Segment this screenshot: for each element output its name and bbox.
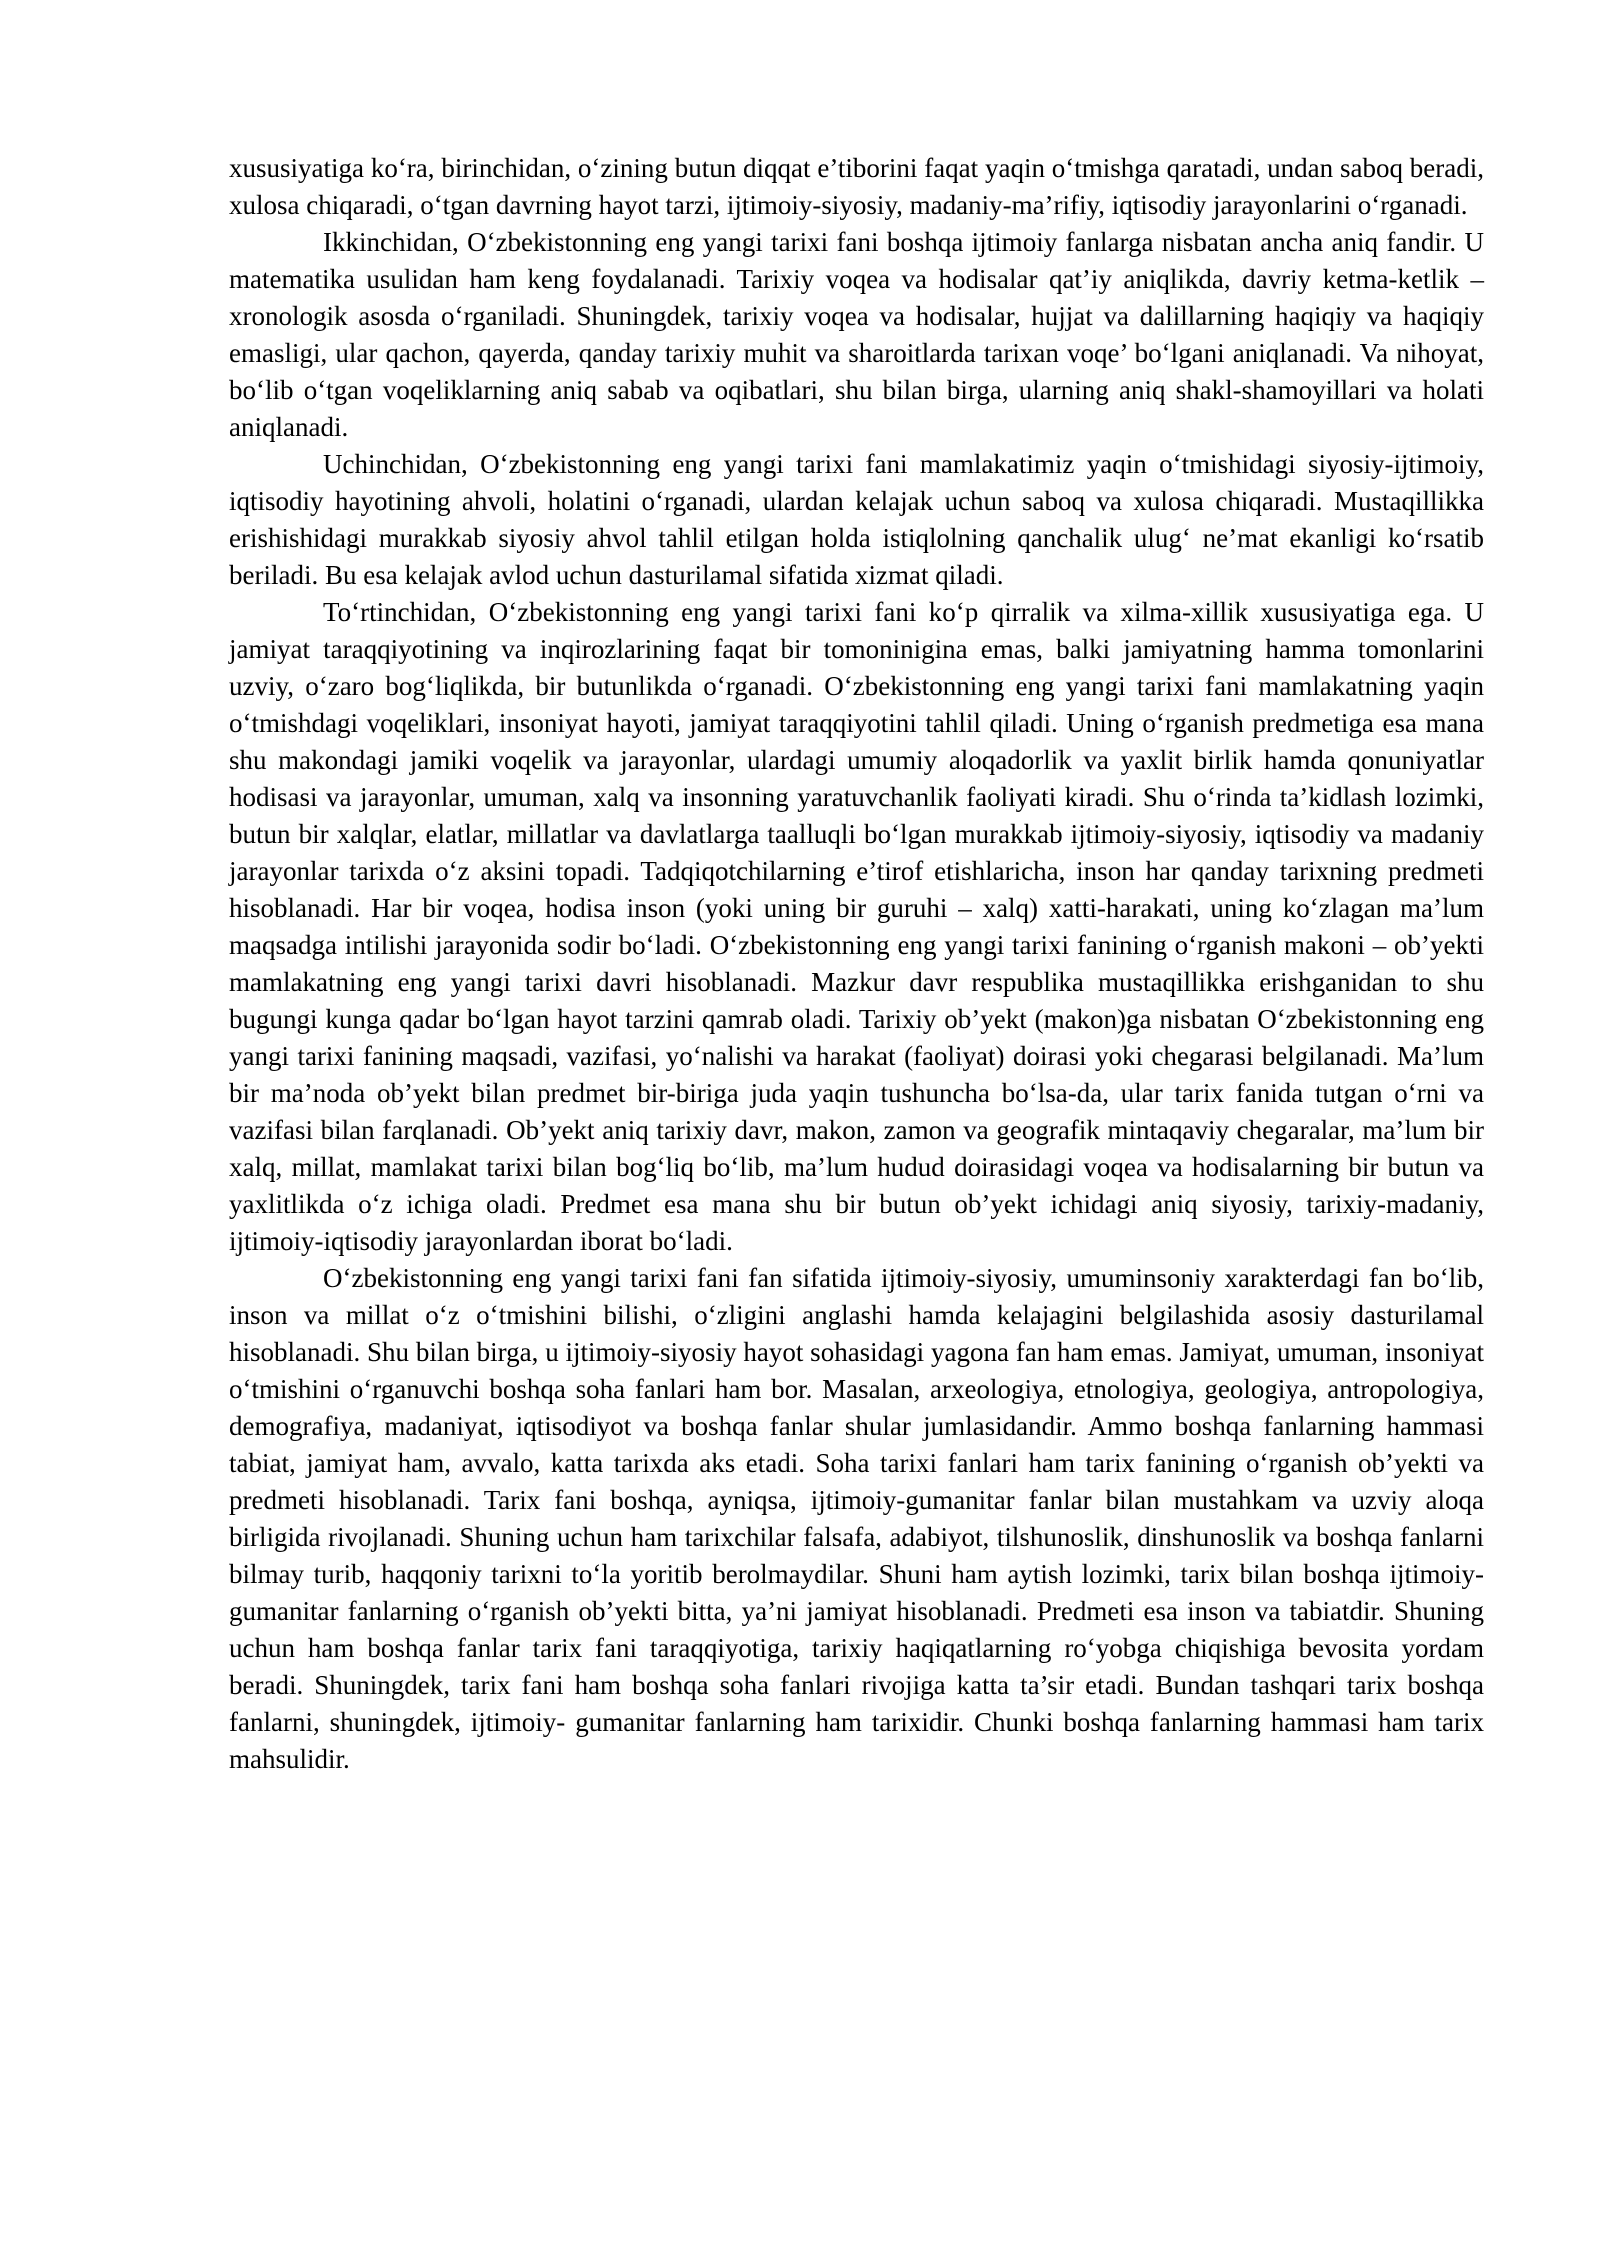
- document-page: [229, 150, 1484, 1778]
- paragraph-continuation: xususiyatiga ko‘ra, birinchidan, o‘zining butun diqqat e’tiborini faqat yaqin o‘tmishga qaratadi, undan saboq beradi, xulosa chiqaradi, o‘tgan davrning hayot tarzi, ijtimoiy-siyosiy, madaniy-ma’rifiy, iqtisodiy jarayonlarini o‘rganadi.: [229, 153, 1484, 220]
- paragraph-fan-sifatida: O‘zbekistonning eng yangi tarixi fani fan sifatida ijtimoiy-siyosiy, umuminsoniy xarakterdagi fan bo‘lib, inson va millat o‘z o‘tmishini bilishi, o‘zligini anglashi hamda kelajagini belgilashida asosiy dasturilamal hisoblanadi. Shu bilan birga, u ijtimoiy-siyosiy hayot sohasidagi yagona fan ham emas. Jamiyat, umuman, insoniyat o‘tmishini o‘rganuvchi boshqa soha fanlari ham bor. Masalan, arxeologiya, etnologiya, geologiya, antropologiya, demografiya, madaniyat, iqtisodiyot va boshqa fanlar shular jumlasidandir. Ammo boshqa fanlarning hammasi tabiat, jamiyat ham, avvalo, katta tarixda aks etadi. Soha tarixi fanlari ham tarix fanining o‘rganish ob’yekti va predmeti hisoblanadi. Tarix fani boshqa, ayniqsa, ijtimoiy-gumanitar fanlar bilan mustahkam va uzviy aloqa birligida rivojlanadi. Shuning uchun ham tarixchilar falsafa, adabiyot, tilshunoslik, dinshunoslik va boshqa fanlarni bilmay turib, haqqoniy tarixni to‘la yoritib berolmaydilar. Shuni ham aytish lozimki, tarix bilan boshqa ijtimoiy-gumanitar fanlarning o‘rganish ob’yekti bitta, ya’ni jamiyat hisoblanadi. Predmeti esa inson va tabiatdir. Shuning uchun ham boshqa fanlar tarix fani taraqqiyotiga, tarixiy haqiqatlarning ro‘yobga chiqishiga bevosita yordam beradi. Shuningdek, tarix fani ham boshqa soha fanlari rivojiga katta ta’sir etadi. Bundan tashqari tarix boshqa fanlarni, shuningdek, ijtimoiy- gumanitar fanlarning ham tarixidir. Chunki boshqa fanlarning hammasi ham tarix mahsulidir.: [229, 1263, 1484, 1774]
- paragraph-tortinchidan: To‘rtinchidan, O‘zbekistonning eng yangi tarixi fani ko‘p qirralik va xilma-xillik xususiyatiga ega. U jamiyat taraqqiyotining va inqirozlarining faqat bir tomoninigina emas, balki jamiyatning hamma tomonlarini uzviy, o‘zaro bog‘liqlikda, bir butunlikda o‘rganadi. O‘zbekistonning eng yangi tarixi fani mamlakatning yaqin o‘tmishdagi voqeliklari, insoniyat hayoti, jamiyat taraqqiyotini tahlil qiladi. Uning o‘rganish predmetiga esa mana shu makondagi jamiki voqelik va jarayonlar, ulardagi umumiy aloqadorlik va yaxlit birlik hamda qonuniyatlar hodisasi va jarayonlar, umuman, xalq va insonning yaratuvchanlik faoliyati kiradi. Shu o‘rinda ta’kidlash lozimki, butun bir xalqlar, elatlar, millatlar va davlatlarga taalluqli bo‘lgan murakkab ijtimoiy-siyosiy, iqtisodiy va madaniy jarayonlar tarixda o‘z aksini topadi. Tadqiqotchilarning e’tirof etishlaricha, inson har qanday tarixning predmeti hisoblanadi. Har bir voqea, hodisa inson (yoki uning bir guruhi – xalq) xatti-harakati, uning ko‘zlagan ma’lum maqsadga intilishi jarayonida sodir bo‘ladi. O‘zbekistonning eng yangi tarixi fanining o‘rganish makoni – ob’yekti mamlakatning eng yangi tarixi davri hisoblanadi. Mazkur davr respublika mustaqillikka erishganidan to shu bugungi kunga qadar bo‘lgan hayot tarzini qamrab oladi. Tarixiy ob’yekt (makon)ga nisbatan O‘zbekistonning eng yangi tarixi fanining maqsadi, vazifasi, yo‘nalishi va harakat (faoliyat) doirasi yoki chegarasi belgilanadi. Ma’lum bir ma’noda ob’yekt bilan predmet bir-biriga juda yaqin tushuncha bo‘lsa-da, ular tarix fanida tutgan o‘rni va vazifasi bilan farqlanadi. Ob’yekt aniq tarixiy davr, makon, zamon va geografik mintaqaviy chegaralar, ma’lum bir xalq, millat, mamlakat tarixi bilan bog‘liq bo‘lib, ma’lum hudud doirasidagi voqea va hodisalarning bir butun va yaxlitlikda o‘z ichiga oladi. Predmet esa mana shu bir butun ob’yekt ichidagi aniq siyosiy, tarixiy-madaniy, ijtimoiy-iqtisodiy jarayonlardan iborat bo‘ladi.: [229, 597, 1484, 1256]
- paragraph-uchinchidan: Uchinchidan, O‘zbekistonning eng yangi tarixi fani mamlakatimiz yaqin o‘tmishidagi siyosiy-ijtimoiy, iqtisodiy hayotining ahvoli, holatini o‘rganadi, ulardan kelajak uchun saboq va xulosa chiqaradi. Mustaqillikka erishishidagi murakkab siyosiy ahvol tahlil etilgan holda istiqlolning qanchalik ulug‘ ne’mat ekanligi ko‘rsatib beriladi. Bu esa kelajak avlod uchun dasturilamal sifatida xizmat qiladi.: [229, 449, 1484, 590]
- paragraph-ikkinchidan: Ikkinchidan, O‘zbekistonning eng yangi tarixi fani boshqa ijtimoiy fanlarga nisbatan ancha aniq fandir. U matematika usulidan ham keng foydalanadi. Tarixiy voqea va hodisalar qat’iy aniqlikda, davriy ketma-ketlik – xronologik asosda o‘rganiladi. Shuningdek, tarixiy voqea va hodisalar, hujjat va dalillarning haqiqiy va haqiqiy emasligi, ular qachon, qayerda, qanday tarixiy muhit va sharoitlarda tarixan voqe’ bo‘lgani aniqlanadi. Va nihoyat, bo‘lib o‘tgan voqeliklarning aniq sabab va oqibatlari, shu bilan birga, ularning aniq shakl-shamoyillari va holati aniqlanadi.: [229, 227, 1484, 442]
